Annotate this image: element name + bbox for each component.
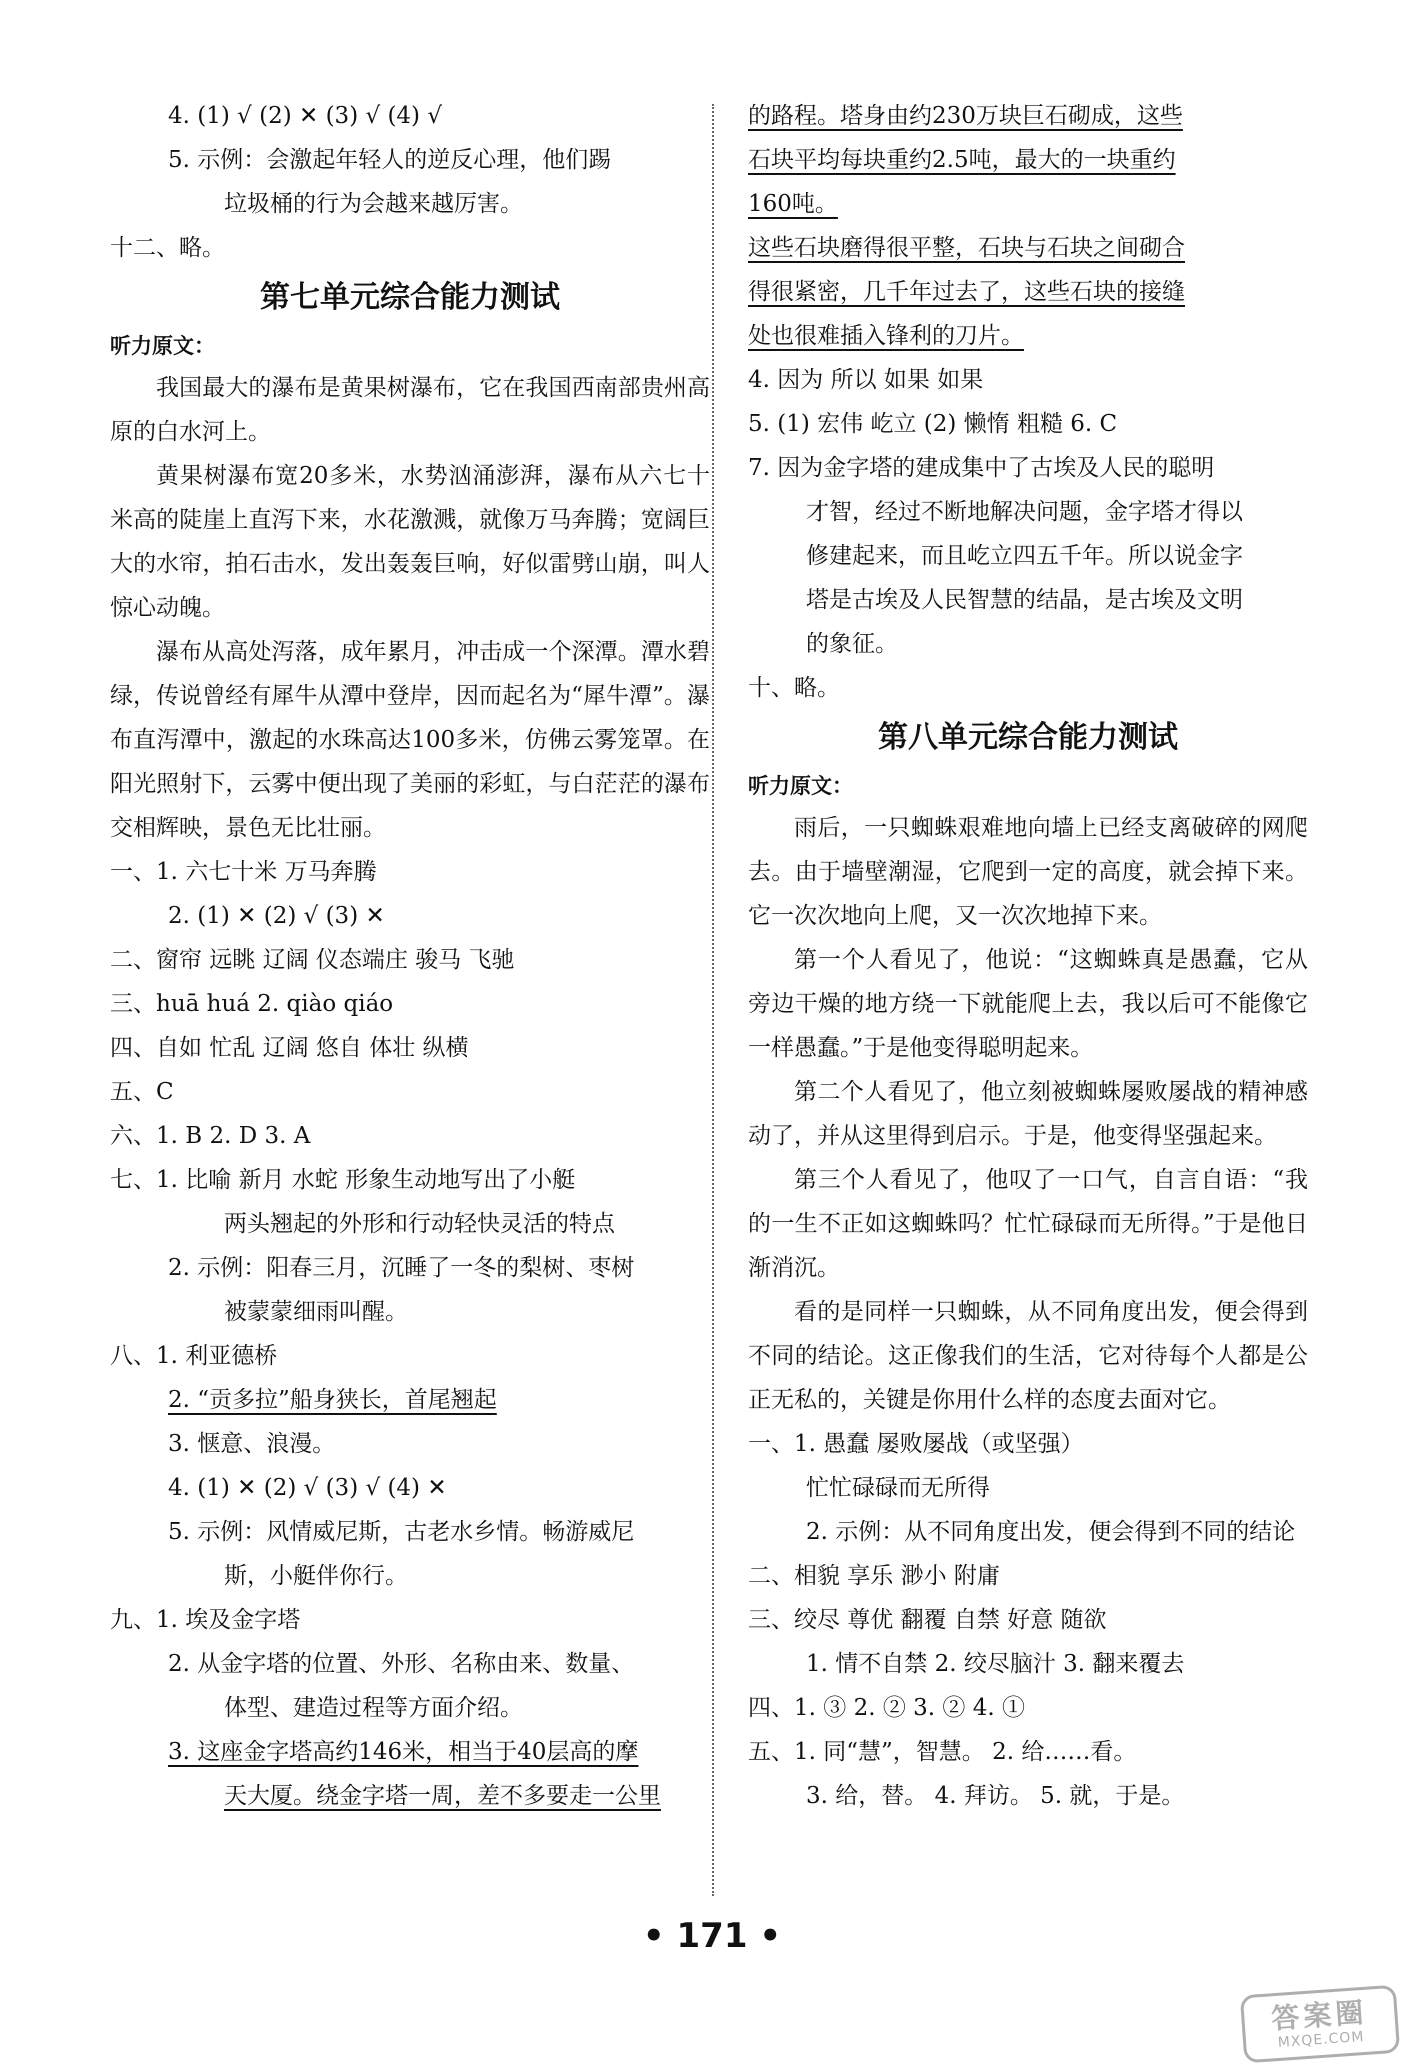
listening-paragraph: 黄果树瀑布宽20多米，水势汹涌澎湃，瀑布从六七十米高的陡崖上直泻下来，水花激溅，就像万马奔腾；宽阔巨大的水帘，拍石击水，发出轰轰巨响，好似雷劈山崩，叫人惊心动魄。 — [110, 463, 710, 621]
watermark-logo — [1240, 1985, 1400, 2064]
answer-line: 被蒙蒙细雨叫醒。 — [224, 1299, 408, 1325]
answer-line: 五、1. 同“慧”，智慧。 2. 给……看。 — [748, 1739, 1137, 1765]
left-column — [110, 94, 710, 1818]
answer-line: 四、自如 忙乱 辽阔 悠自 体壮 纵横 — [110, 1035, 469, 1061]
unit7-title: 第七单元综合能力测试 — [260, 280, 560, 315]
answer-line: 七、1. 比喻 新月 水蛇 形象生动地写出了小艇 — [110, 1167, 576, 1193]
answer-line: 九、1. 埃及金字塔 — [110, 1607, 301, 1633]
answer-line: 十二、略。 — [110, 235, 225, 261]
watermark-url: MXQE.COM — [1277, 2028, 1365, 2051]
right-column — [748, 94, 1308, 1818]
answer-line: 4. 因为 所以 如果 如果 — [748, 367, 984, 393]
answer-line: 八、1. 利亚德桥 — [110, 1343, 278, 1369]
answer-line: 3. 惬意、浪漫。 — [168, 1431, 336, 1457]
answer-line: 二、相貌 享乐 渺小 附庸 — [748, 1563, 1000, 1589]
answer-line: 四、1. ③ 2. ② 3. ② 4. ① — [748, 1695, 1025, 1721]
answer-line: 4. (1) √ (2) ✕ (3) √ (4) √ — [168, 103, 442, 129]
answer-line: 2. (1) ✕ (2) √ (3) ✕ — [168, 903, 385, 929]
listening-paragraph: 我国最大的瀑布是黄果树瀑布，它在我国西南部贵州高原的白水河上。 — [110, 375, 710, 445]
unit8-title: 第八单元综合能力测试 — [878, 720, 1178, 755]
page-dot: • — [747, 1916, 782, 1956]
listening-paragraph: 第一个人看见了，他说：“这蜘蛛真是愚蠢，它从旁边干燥的地方绕一下就能爬上去，我以后可不能像它一样愚蠢。”于是他变得聪明起来。 — [748, 947, 1308, 1061]
column-divider — [712, 104, 714, 1896]
page-dot: • — [642, 1916, 677, 1956]
answer-line: 2. 示例：阳春三月，沉睡了一冬的梨树、枣树 — [168, 1255, 635, 1281]
answer-line-underlined: 160吨。 — [748, 191, 838, 217]
listening-label: 听力原文： — [110, 334, 215, 358]
answer-line-underlined: 这些石块磨得很平整，石块与石块之间砌合 — [748, 235, 1185, 261]
listening-paragraph: 瀑布从高处泻落，成年累月，冲击成一个深潭。潭水碧绿，传说曾经有犀牛从潭中登岸，因而起名为“犀牛潭”。瀑布直泻潭中，激起的水珠高达100多米，仿佛云雾笼罩。在阳光照射下，云雾中便出现了美丽的彩虹，与白茫茫的瀑布交相辉映，景色无比壮丽。 — [110, 639, 710, 841]
answer-line-underlined: 天大厦。绕金字塔一周，差不多要走一公里 — [224, 1783, 661, 1809]
page-number — [0, 1916, 1424, 1956]
answer-line: 忙忙碌碌而无所得 — [806, 1475, 990, 1501]
answer-line-underlined: 2. “贡多拉”船身狭长，首尾翘起 — [168, 1387, 497, 1413]
answer-line: 3. 给，替。 4. 拜访。 5. 就，于是。 — [806, 1783, 1185, 1809]
answer-line: 1. 情不自禁 2. 绞尽脑汁 3. 翻来覆去 — [806, 1651, 1185, 1677]
listening-paragraph: 第二个人看见了，他立刻被蜘蛛屡败屡战的精神感动了，并从这里得到启示。于是，他变得坚强起来。 — [748, 1079, 1308, 1149]
answer-line-underlined: 处也很难插入锋利的刀片。 — [748, 323, 1024, 349]
answer-line: 5. 示例：会激起年轻人的逆反心理，他们踢 — [168, 147, 612, 173]
answer-line: 5. (1) 宏伟 屹立 (2) 懒惰 粗糙 6. C — [748, 411, 1118, 437]
answer-line: 三、绞尽 尊优 翻覆 自禁 好意 随欲 — [748, 1607, 1107, 1633]
answer-line: 的象征。 — [806, 631, 898, 657]
answer-line-underlined: 3. 这座金字塔高约146米，相当于40层高的摩 — [168, 1739, 639, 1765]
listening-paragraph: 看的是同样一只蜘蛛，从不同角度出发，便会得到不同的结论。这正像我们的生活，它对待每个人都是公正无私的，关键是你用什么样的态度去面对它。 — [748, 1299, 1308, 1413]
answer-line: 2. 从金字塔的位置、外形、名称由来、数量、 — [168, 1651, 635, 1677]
answer-line: 斯，小艇伴你行。 — [224, 1563, 408, 1589]
answer-line: 一、1. 愚蠢 屡败屡战（或坚强） — [748, 1431, 1084, 1457]
listening-paragraph: 雨后，一只蜘蛛艰难地向墙上已经支离破碎的网爬去。由于墙壁潮湿，它爬到一定的高度，就会掉下来。它一次次地向上爬，又一次次地掉下来。 — [748, 815, 1308, 929]
listening-label: 听力原文： — [748, 774, 853, 798]
answer-line: 六、1. B 2. D 3. A — [110, 1123, 311, 1149]
answer-line: 体型、建造过程等方面介绍。 — [224, 1695, 523, 1721]
answer-line: 才智，经过不断地解决问题，金字塔才得以 — [806, 499, 1243, 525]
answer-line: 5. 示例：风情威尼斯，古老水乡情。畅游威尼 — [168, 1519, 635, 1545]
answer-line: 2. 示例：从不同角度出发，便会得到不同的结论 — [806, 1519, 1296, 1545]
answer-line: 十、略。 — [748, 675, 840, 701]
answer-line: 垃圾桶的行为会越来越厉害。 — [224, 191, 523, 217]
answer-line: 4. (1) ✕ (2) √ (3) √ (4) ✕ — [168, 1475, 447, 1501]
answer-line: 二、窗帘 远眺 辽阔 仪态端庄 骏马 飞驰 — [110, 947, 515, 973]
answer-line: 两头翘起的外形和行动轻快灵活的特点 — [224, 1211, 615, 1237]
answer-line-underlined: 的路程。塔身由约230万块巨石砌成，这些 — [748, 103, 1183, 129]
answer-line: 三、huā huá 2. qiào qiáo — [110, 991, 394, 1017]
answer-line: 修建起来，而且屹立四五千年。所以说金字 — [806, 543, 1243, 569]
answer-line: 五、C — [110, 1079, 174, 1105]
page-number-text: 171 — [676, 1916, 748, 1956]
answer-line: 塔是古埃及人民智慧的结晶，是古埃及文明 — [806, 587, 1243, 613]
answer-line-underlined: 得很紧密，几千年过去了，这些石块的接缝 — [748, 279, 1185, 305]
watermark-text: 答案圈 — [1270, 1995, 1369, 2036]
listening-paragraph: 第三个人看见了，他叹了一口气，自言自语：“我的一生不正如这蜘蛛吗？忙忙碌碌而无所得。”于是他日渐消沉。 — [748, 1167, 1308, 1281]
answer-line: 一、1. 六七十米 万马奔腾 — [110, 859, 377, 885]
answer-line: 7. 因为金字塔的建成集中了古埃及人民的聪明 — [748, 455, 1215, 481]
answer-line-underlined: 石块平均每块重约2.5吨，最大的一块重约 — [748, 147, 1176, 173]
